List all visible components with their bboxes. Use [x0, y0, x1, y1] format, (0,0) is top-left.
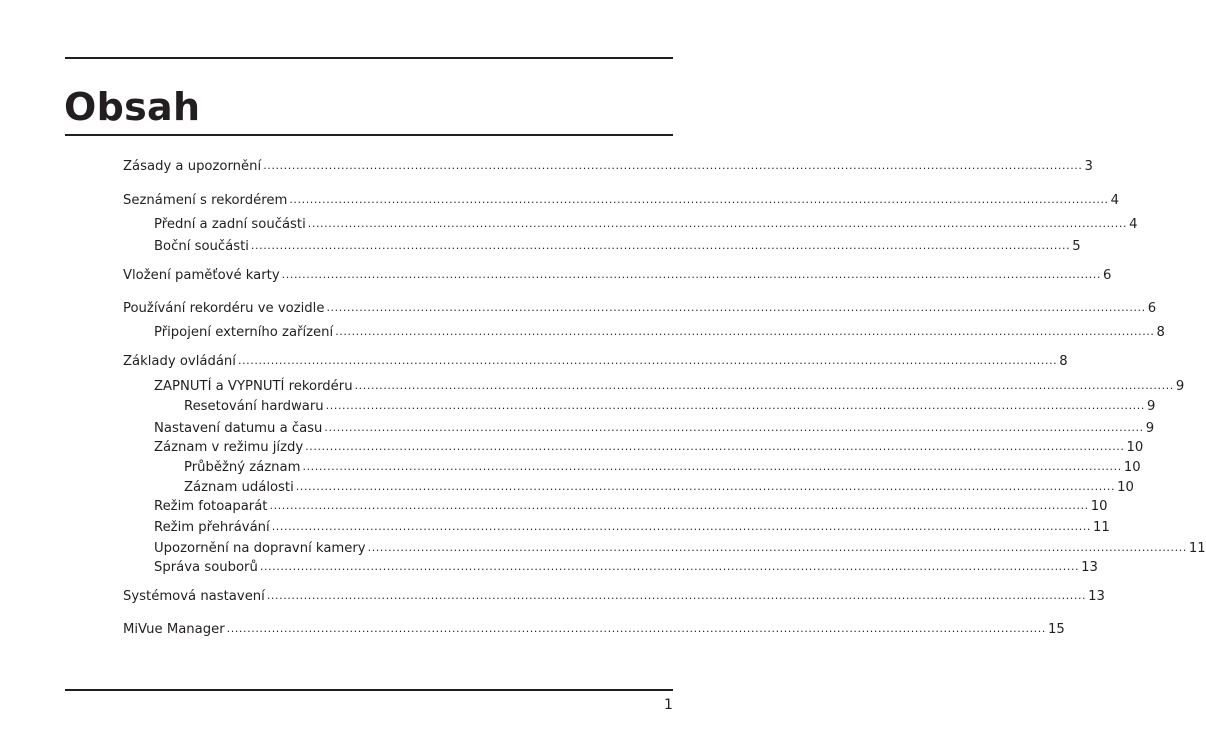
toc-entry-page: 6	[1147, 301, 1157, 316]
toc-entry[interactable]	[123, 620, 1065, 640]
toc-entry[interactable]	[184, 458, 1141, 478]
toc-leader-dots: ........................................................................................................................................................................................................	[354, 379, 1174, 392]
toc-entry-label: Používání rekordéru ve vozidle	[123, 301, 325, 316]
toc-entry-label: Vložení paměťové karty	[123, 268, 280, 283]
toc-entry-label: Upozornění na dopravní kamery	[154, 541, 366, 556]
toc-leader-dots: ........................................................................................................................................................................................................	[281, 268, 1101, 281]
toc-entry-page: 11	[1188, 541, 1206, 556]
toc-entry[interactable]	[184, 478, 1134, 498]
toc-leader-dots: ........................................................................................................................................................................................................	[266, 589, 1087, 602]
toc-entry-page: 15	[1047, 622, 1065, 637]
toc-leader-dots: ........................................................................................................................................................................................................	[302, 460, 1122, 473]
toc-entry-page: 9	[1146, 399, 1156, 414]
toc-entry-label: MiVue Manager	[123, 622, 225, 637]
toc-leader-dots: ........................................................................................................................................................................................................	[325, 399, 1145, 412]
toc-entry[interactable]	[123, 266, 1112, 286]
toc-leader-dots: ........................................................................................................................................................................................................	[324, 421, 1144, 434]
toc-entry-page: 9	[1145, 421, 1155, 436]
toc-leader-dots: ........................................................................................................................................................................................................	[367, 541, 1187, 554]
toc-entry-label: Boční součásti	[154, 239, 249, 254]
toc-entry-page: 13	[1081, 560, 1098, 575]
toc-entry-label: Základy ovládání	[123, 354, 236, 369]
toc-leader-dots: ........................................................................................................................................................................................................	[307, 217, 1128, 230]
toc-entry-page: 9	[1175, 379, 1185, 394]
toc-leader-dots: ........................................................................................................................................................................................................	[305, 440, 1125, 453]
toc-leader-dots: ........................................................................................................................................................................................................	[289, 193, 1109, 206]
toc-entry-page: 13	[1088, 589, 1105, 604]
toc-entry-label: Systémová nastavení	[123, 589, 265, 604]
toc-entry-page: 10	[1090, 499, 1108, 514]
toc-entry-page: 4	[1129, 217, 1138, 232]
toc-entry-label: Přední a zadní součásti	[154, 217, 306, 232]
toc-leader-dots: ........................................................................................................................................................................................................	[326, 301, 1146, 314]
page-title: Obsah	[64, 85, 201, 129]
toc-leader-dots: ........................................................................................................................................................................................................	[259, 560, 1080, 573]
toc-entry-page: 10	[1126, 440, 1144, 455]
toc-entry[interactable]	[154, 377, 1185, 397]
toc-leader-dots: ........................................................................................................................................................................................................	[269, 499, 1089, 512]
toc-entry[interactable]	[154, 323, 1165, 343]
toc-leader-dots: ........................................................................................................................................................................................................	[263, 159, 1083, 172]
toc-entry-page: 5	[1072, 239, 1081, 254]
toc-entry[interactable]	[123, 587, 1105, 607]
toc-entry[interactable]	[184, 397, 1156, 417]
toc-entry-label: Režim fotoaparát	[154, 499, 268, 514]
page-number: 1	[664, 697, 673, 713]
toc-entry[interactable]	[123, 191, 1120, 211]
toc-entry[interactable]	[154, 539, 1206, 559]
toc-leader-dots: ........................................................................................................................................................................................................	[250, 239, 1071, 252]
toc-leader-dots: ........................................................................................................................................................................................................	[226, 622, 1046, 635]
toc-entry[interactable]	[154, 237, 1081, 257]
toc-entry[interactable]	[154, 419, 1155, 439]
toc-entry[interactable]	[154, 215, 1138, 235]
toc-leader-dots: ........................................................................................................................................................................................................	[295, 480, 1116, 493]
toc-entry-label: Připojení externího zařízení	[154, 325, 334, 340]
toc-entry-page: 8	[1156, 325, 1165, 340]
toc-entry-page: 10	[1123, 460, 1141, 475]
bottom-rule	[65, 689, 673, 691]
toc-entry-label: Záznam v režimu jízdy	[154, 440, 304, 455]
toc-entry-label: Správa souborů	[154, 560, 258, 575]
toc-leader-dots: ........................................................................................................................................................................................................	[237, 354, 1058, 367]
toc-entry[interactable]	[123, 157, 1093, 177]
toc-entry-label: Průběžný záznam	[184, 460, 301, 475]
toc-entry-label: Režim přehrávání	[154, 520, 270, 535]
toc-entry-page: 8	[1059, 354, 1068, 369]
toc-entry[interactable]	[123, 352, 1068, 372]
toc-entry-label: Záznam události	[184, 480, 294, 495]
toc-entry-page: 4	[1110, 193, 1120, 208]
toc-entry-label: Seznámení s rekordérem	[123, 193, 288, 208]
toc-entry[interactable]	[154, 558, 1098, 578]
toc-entry-label: Nastavení datumu a času	[154, 421, 323, 436]
toc-entry[interactable]	[154, 438, 1144, 458]
toc-entry-page: 3	[1084, 159, 1093, 174]
toc-leader-dots: ........................................................................................................................................................................................................	[271, 520, 1092, 533]
toc-entry[interactable]	[154, 497, 1108, 517]
toc-leader-dots: ........................................................................................................................................................................................................	[335, 325, 1155, 338]
toc-entry-page: 6	[1102, 268, 1112, 283]
toc-entry-label: Zásady a upozornění	[123, 159, 262, 174]
toc-entry[interactable]	[154, 518, 1110, 538]
toc-entry-label: ZAPNUTÍ a VYPNUTÍ rekordéru	[154, 379, 353, 394]
toc-entry-label: Resetování hardwaru	[184, 399, 324, 414]
toc-entry-page: 11	[1093, 520, 1110, 535]
toc-entry-page: 10	[1117, 480, 1134, 495]
toc-entry[interactable]	[123, 299, 1157, 319]
